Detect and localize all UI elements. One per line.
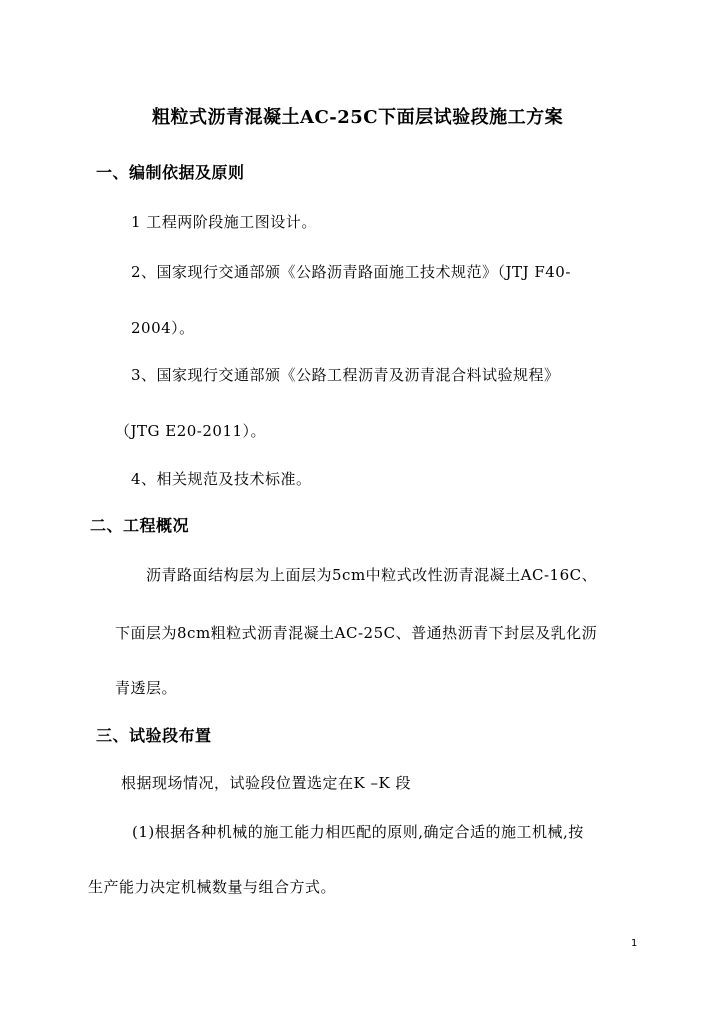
section-heading-1: 一、编制依据及原则 — [96, 163, 245, 182]
paragraph-line: 生产能力决定机械数量与组合方式。 — [88, 878, 337, 896]
paragraph-line: 4、相关规范及技术标准。 — [131, 470, 312, 488]
document-title: 粗粒式沥青混凝土AC-25C下面层试验段施工方案 — [152, 107, 564, 128]
section-heading-2: 二、工程概况 — [90, 516, 190, 535]
page-number: 1 — [631, 938, 638, 949]
paragraph-line: 根据现场情况，试验段位置选定在K –K 段 — [121, 774, 411, 792]
paragraph-line: （JTG E20-2011）。 — [115, 422, 267, 440]
paragraph-line: 1 工程两阶段施工图设计。 — [131, 213, 317, 231]
paragraph-line: (1)根据各种机械的施工能力相匹配的原则,确定合适的施工机械,按 — [132, 823, 584, 841]
paragraph-line: 沥青路面结构层为上面层为5cm中粒式改性沥青混凝土AC-16C、 — [146, 566, 598, 584]
paragraph-line: 青透层。 — [115, 679, 178, 697]
paragraph-line: 2004）。 — [131, 319, 195, 337]
paragraph-line: 2、国家现行交通部颁《公路沥青路面施工技术规范》（JTJ F40- — [131, 263, 571, 281]
paragraph-line: 3、国家现行交通部颁《公路工程沥青及沥青混合料试验规程》 — [131, 366, 560, 384]
paragraph-line: 下面层为8cm粗粒式沥青混凝土AC-25C、普通热沥青下封层及乳化沥 — [115, 624, 598, 642]
section-heading-3: 三、试验段布置 — [96, 726, 212, 745]
